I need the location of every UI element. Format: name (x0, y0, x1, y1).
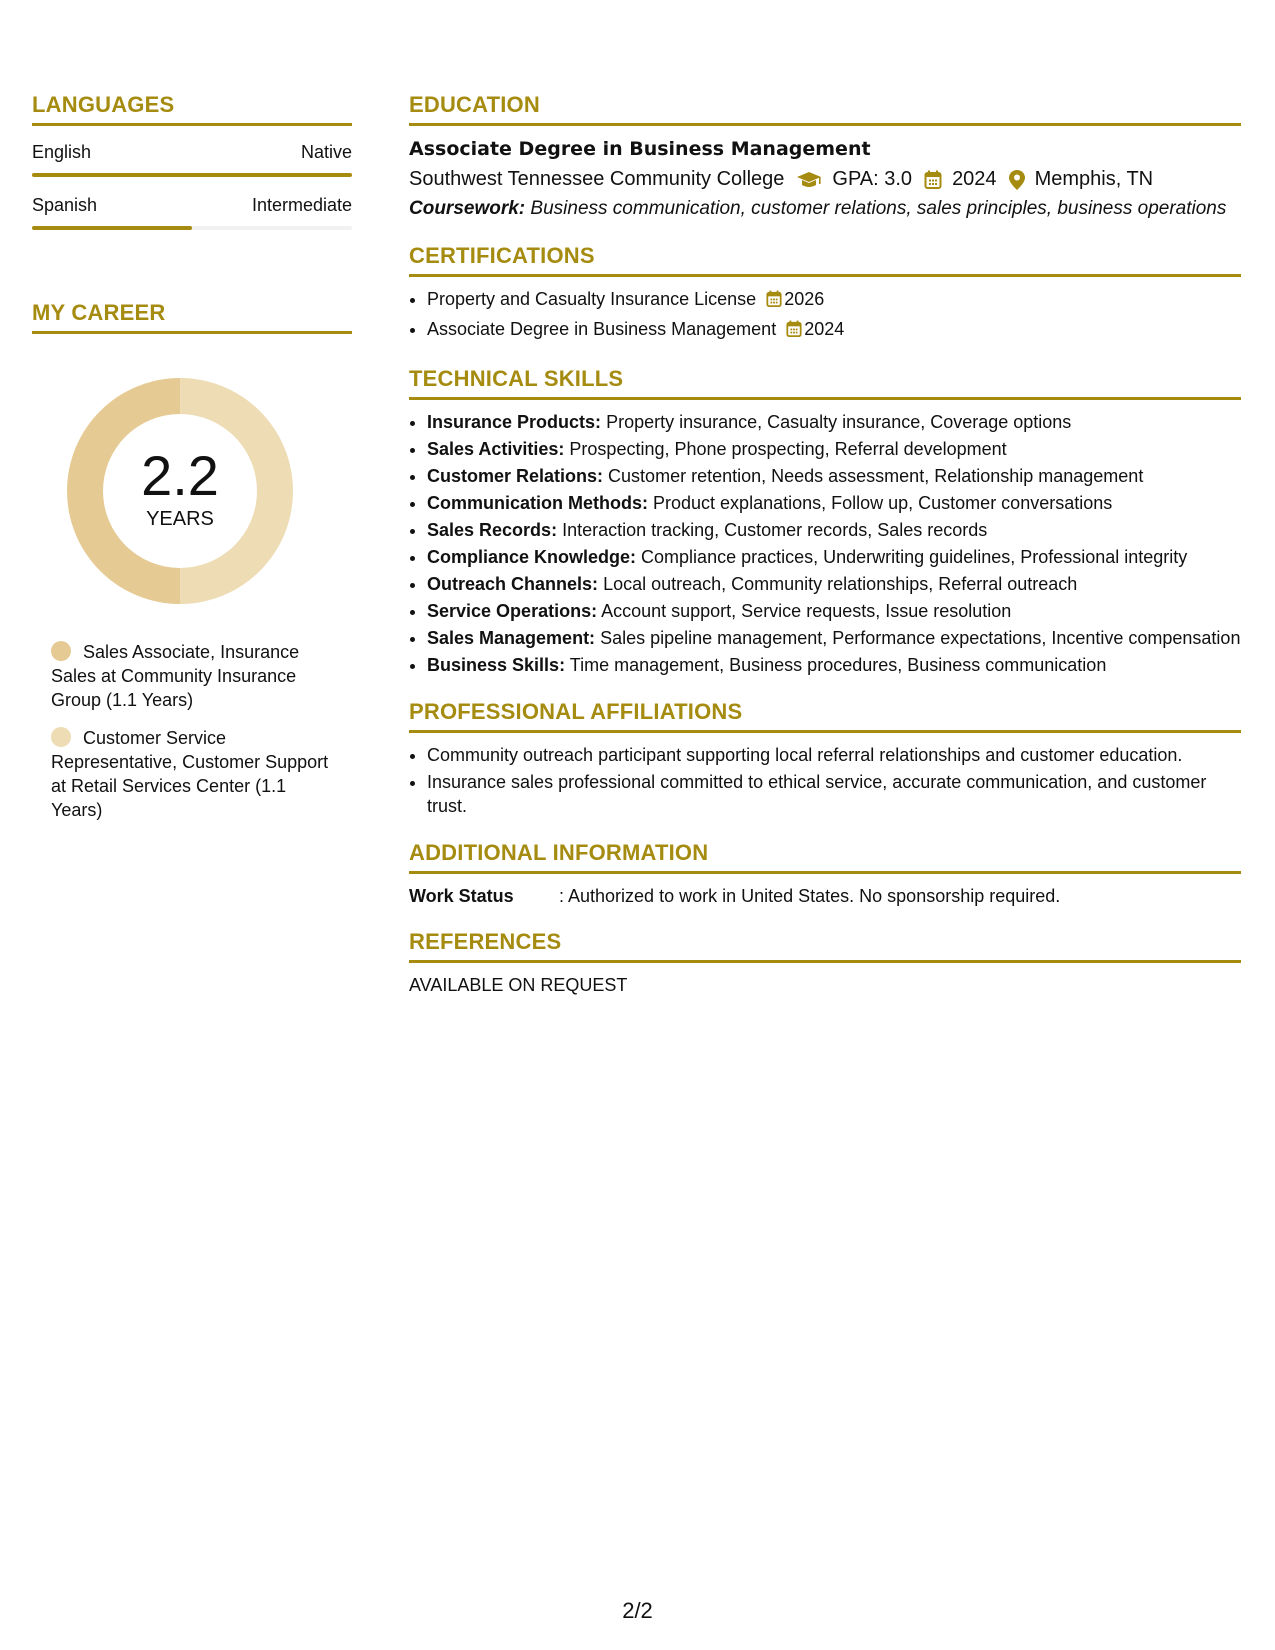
coursework (409, 197, 1241, 221)
skill-category: Compliance Knowledge: (427, 547, 637, 567)
calendar-icon (924, 170, 942, 190)
skill-item (427, 464, 1241, 488)
certification-name: Property and Casualty Insurance License (427, 289, 757, 309)
legend-label: Sales Associate, Insurance Sales at Community Insurance Group (1.1 Years) (51, 642, 300, 710)
legend-item (51, 640, 341, 712)
career-section (32, 300, 352, 822)
career-donut-chart (67, 378, 293, 604)
certifications-section (409, 243, 1241, 344)
certification-item (427, 317, 1241, 344)
additional-section (409, 840, 1241, 907)
skill-item (427, 491, 1241, 515)
certification-name: Associate Degree in Business Management (427, 319, 777, 339)
language-level: Native (300, 142, 352, 162)
skill-values: Account support, Service requests, Issue resolution (601, 601, 1012, 621)
skill-category: Communication Methods: (427, 493, 648, 513)
languages-list (32, 142, 352, 230)
skill-category: Sales Management: (427, 628, 596, 648)
donut-center (67, 378, 293, 604)
gpa: GPA: 3.0 (832, 168, 913, 190)
skills-section (409, 366, 1241, 677)
skill-category: Sales Activities: (427, 439, 565, 459)
language-bar-fill (32, 226, 192, 230)
right-column (409, 92, 1241, 996)
skill-category: Customer Relations: (427, 466, 604, 486)
location: Memphis, TN (1034, 168, 1154, 190)
skill-item (427, 626, 1241, 650)
degree-title: Associate Degree in Business Management (409, 138, 871, 160)
skill-item (427, 572, 1241, 596)
language-name: Spanish (32, 195, 98, 215)
education-section (409, 92, 1241, 221)
calendar-icon (766, 290, 782, 314)
education-details (409, 168, 1241, 191)
affiliations-title: PROFESSIONAL AFFILIATIONS (409, 699, 1241, 733)
skill-values: Sales pipeline management, Performance expectations, Incentive compensation (600, 628, 1241, 648)
skill-item (427, 437, 1241, 461)
left-column (32, 92, 352, 836)
work-status-value: : Authorized to work in United States. No sponsorship required. (559, 886, 1061, 906)
references-section (409, 929, 1241, 996)
skill-values: Compliance practices, Underwriting guidelines, Professional integrity (641, 547, 1188, 567)
language-name: English (32, 142, 92, 162)
total-years: 2.2 (141, 444, 219, 507)
skills-list (409, 410, 1241, 677)
legend-label: Customer Service Representative, Customer Support at Retail Services Center (1.1 Years) (51, 728, 329, 820)
school-name: Southwest Tennessee Community College (409, 168, 785, 190)
language-level: Intermediate (251, 195, 352, 215)
skill-category: Service Operations: (427, 601, 598, 621)
skill-values: Time management, Business procedures, Business communication (569, 655, 1107, 675)
affiliation-item: • Community outreach participant supporting local referral relationships and customer education. (427, 743, 1241, 767)
certifications-title: CERTIFICATIONS (409, 243, 1241, 277)
skills-title: TECHNICAL SKILLS (409, 366, 1241, 400)
skill-item (427, 599, 1241, 623)
skill-values: Local outreach, Community relationships, Referral outreach (603, 574, 1078, 594)
location-pin-icon (1009, 170, 1025, 190)
skill-category: Sales Records: (427, 520, 558, 540)
graduation-cap-icon (796, 171, 822, 189)
languages-title: LANGUAGES (32, 92, 352, 126)
skill-values: Property insurance, Casualty insurance, Coverage options (606, 412, 1072, 432)
skill-item (427, 545, 1241, 569)
certification-year: 2024 (804, 319, 845, 339)
language-bar (32, 226, 352, 230)
skill-item (427, 410, 1241, 434)
affiliation-item: • Insurance sales professional committed to ethical service, accurate communication, and customer trust. (427, 770, 1241, 818)
skill-values: Customer retention, Needs assessment, Relationship management (608, 466, 1144, 486)
language-bar (32, 173, 352, 177)
skill-values: Interaction tracking, Customer records, Sales records (562, 520, 988, 540)
graduation-year: 2024 (952, 168, 997, 190)
work-status-row (409, 886, 1241, 907)
additional-title: ADDITIONAL INFORMATION (409, 840, 1241, 874)
work-status-label: Work Status (409, 886, 514, 906)
language-item (32, 142, 352, 177)
references-title: REFERENCES (409, 929, 1241, 963)
career-legend (51, 640, 341, 822)
years-label: YEARS (146, 508, 214, 530)
legend-dot (51, 641, 71, 661)
certifications-list (409, 287, 1241, 344)
career-title: MY CAREER (32, 300, 352, 334)
skill-category: Outreach Channels: (427, 574, 599, 594)
certification-item (427, 287, 1241, 314)
skill-category: Insurance Products: (427, 412, 602, 432)
certification-year: 2026 (784, 289, 825, 309)
skill-values: Prospecting, Phone prospecting, Referral development (569, 439, 1007, 459)
coursework-text: Business communication, customer relations, sales principles, business operations (530, 198, 1227, 219)
coursework-label: Coursework: (409, 198, 526, 219)
skill-category: Business Skills: (427, 655, 566, 675)
skill-values: Product explanations, Follow up, Customer conversations (653, 493, 1113, 513)
calendar-icon (786, 320, 802, 344)
language-bar-fill (32, 173, 352, 177)
affiliations-section (409, 699, 1241, 818)
language-row (32, 142, 352, 163)
page-number: 2/2 (622, 1598, 653, 1623)
references-text: AVAILABLE ON REQUEST (409, 975, 628, 995)
skill-item (427, 518, 1241, 542)
education-title: EDUCATION (409, 92, 1241, 126)
affiliations-list (409, 743, 1241, 818)
legend-item (51, 726, 341, 822)
skill-item (427, 653, 1241, 677)
language-item (32, 195, 352, 230)
language-row (32, 195, 352, 216)
legend-dot (51, 727, 71, 747)
